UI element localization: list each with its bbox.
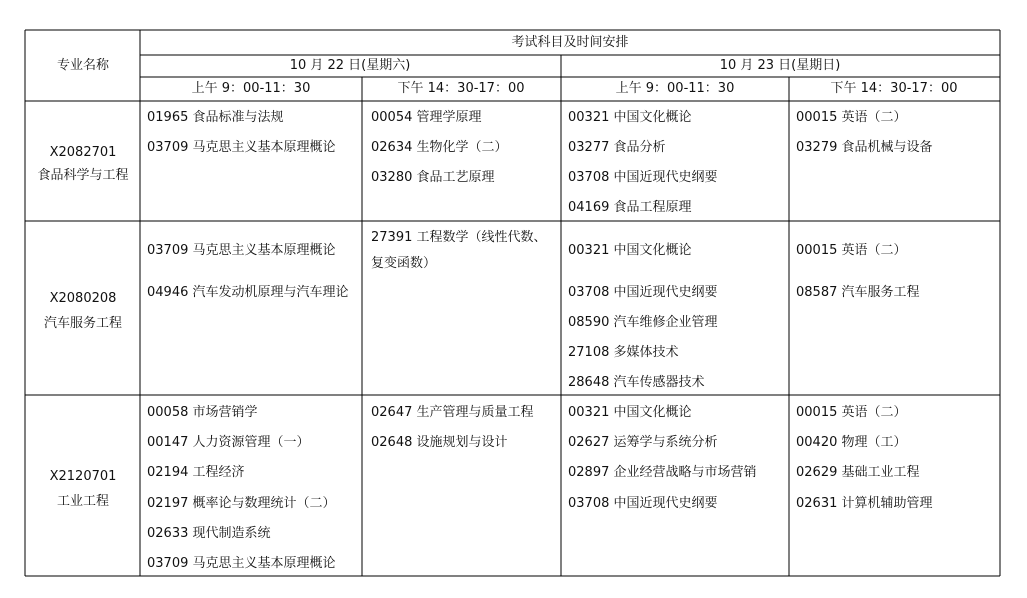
course-item: 00321 中国文化概论 [568, 405, 692, 420]
session-header-1: 上午 9：00-11：30 [191, 81, 311, 96]
course-item: 03708 中国近现代史纲要 [568, 496, 718, 511]
course-item: 02897 企业经营战略与市场营销 [568, 465, 757, 480]
course-item: 00321 中国文化概论 [568, 110, 692, 125]
course-item: 27108 多媒体技术 [568, 345, 679, 360]
course-item: 04946 汽车发动机原理与汽车理论 [147, 285, 349, 300]
session-header-2: 下午 14：30-17：00 [397, 81, 525, 96]
course-item: 03279 食品机械与设备 [796, 140, 933, 155]
course-item: 03280 食品工艺原理 [371, 170, 495, 185]
course-item: 03277 食品分析 [568, 140, 666, 155]
course-item: 00147 人力资源管理（一） [147, 435, 310, 450]
schedule-title: 考试科目及时间安排 [511, 35, 629, 50]
day1-header: 10 月 22 日(星期六) [289, 58, 411, 73]
course-item: 00015 英语（二） [796, 110, 907, 125]
course-item: 00015 英语（二） [796, 243, 907, 258]
major-name: 工业工程 [56, 494, 110, 509]
major-name: 食品科学与工程 [37, 168, 129, 183]
course-item: 02629 基础工业工程 [796, 465, 920, 480]
course-item: 03709 马克思主义基本原理概论 [147, 243, 336, 258]
major-code: X2120701 [49, 469, 117, 484]
course-item: 03709 马克思主义基本原理概论 [147, 140, 336, 155]
course-item: 02633 现代制造系统 [147, 526, 271, 541]
course-item: 02648 设施规划与设计 [371, 435, 508, 450]
course-item: 08590 汽车维修企业管理 [568, 315, 718, 330]
course-item: 27391 工程数学（线性代数、 [371, 230, 547, 245]
course-item: 02627 运筹学与系统分析 [568, 435, 718, 450]
day2-header: 10 月 23 日(星期日) [719, 58, 841, 73]
major-name: 汽车服务工程 [43, 316, 123, 331]
course-item: 02197 概率论与数理统计（二） [147, 496, 336, 511]
course-item: 02631 计算机辅助管理 [796, 496, 933, 511]
major-code: X2082701 [49, 145, 117, 160]
course-item: 04169 食品工程原理 [568, 200, 692, 215]
session-header-4: 下午 14：30-17：00 [830, 81, 958, 96]
course-item: 03708 中国近现代史纲要 [568, 170, 718, 185]
course-item: 00321 中国文化概论 [568, 243, 692, 258]
course-item: 00015 英语（二） [796, 405, 907, 420]
session-header-3: 上午 9：00-11：30 [615, 81, 735, 96]
course-item: 01965 食品标准与法规 [147, 110, 284, 125]
course-item: 02647 生产管理与质量工程 [371, 405, 534, 420]
course-item: 00058 市场营销学 [147, 405, 258, 420]
course-item: 02194 工程经济 [147, 465, 245, 480]
course-item: 03708 中国近现代史纲要 [568, 285, 718, 300]
course-item: 28648 汽车传感器技术 [568, 375, 705, 390]
course-item: 08587 汽车服务工程 [796, 285, 920, 300]
course-item: 00420 物理（工） [796, 435, 907, 450]
major-column-header: 专业名称 [56, 58, 110, 73]
course-item: 00054 管理学原理 [371, 110, 482, 125]
course-item: 02634 生物化学（二） [371, 140, 508, 155]
course-item: 03709 马克思主义基本原理概论 [147, 556, 336, 571]
course-item: 复变函数） [371, 256, 437, 271]
major-code: X2080208 [49, 291, 117, 306]
